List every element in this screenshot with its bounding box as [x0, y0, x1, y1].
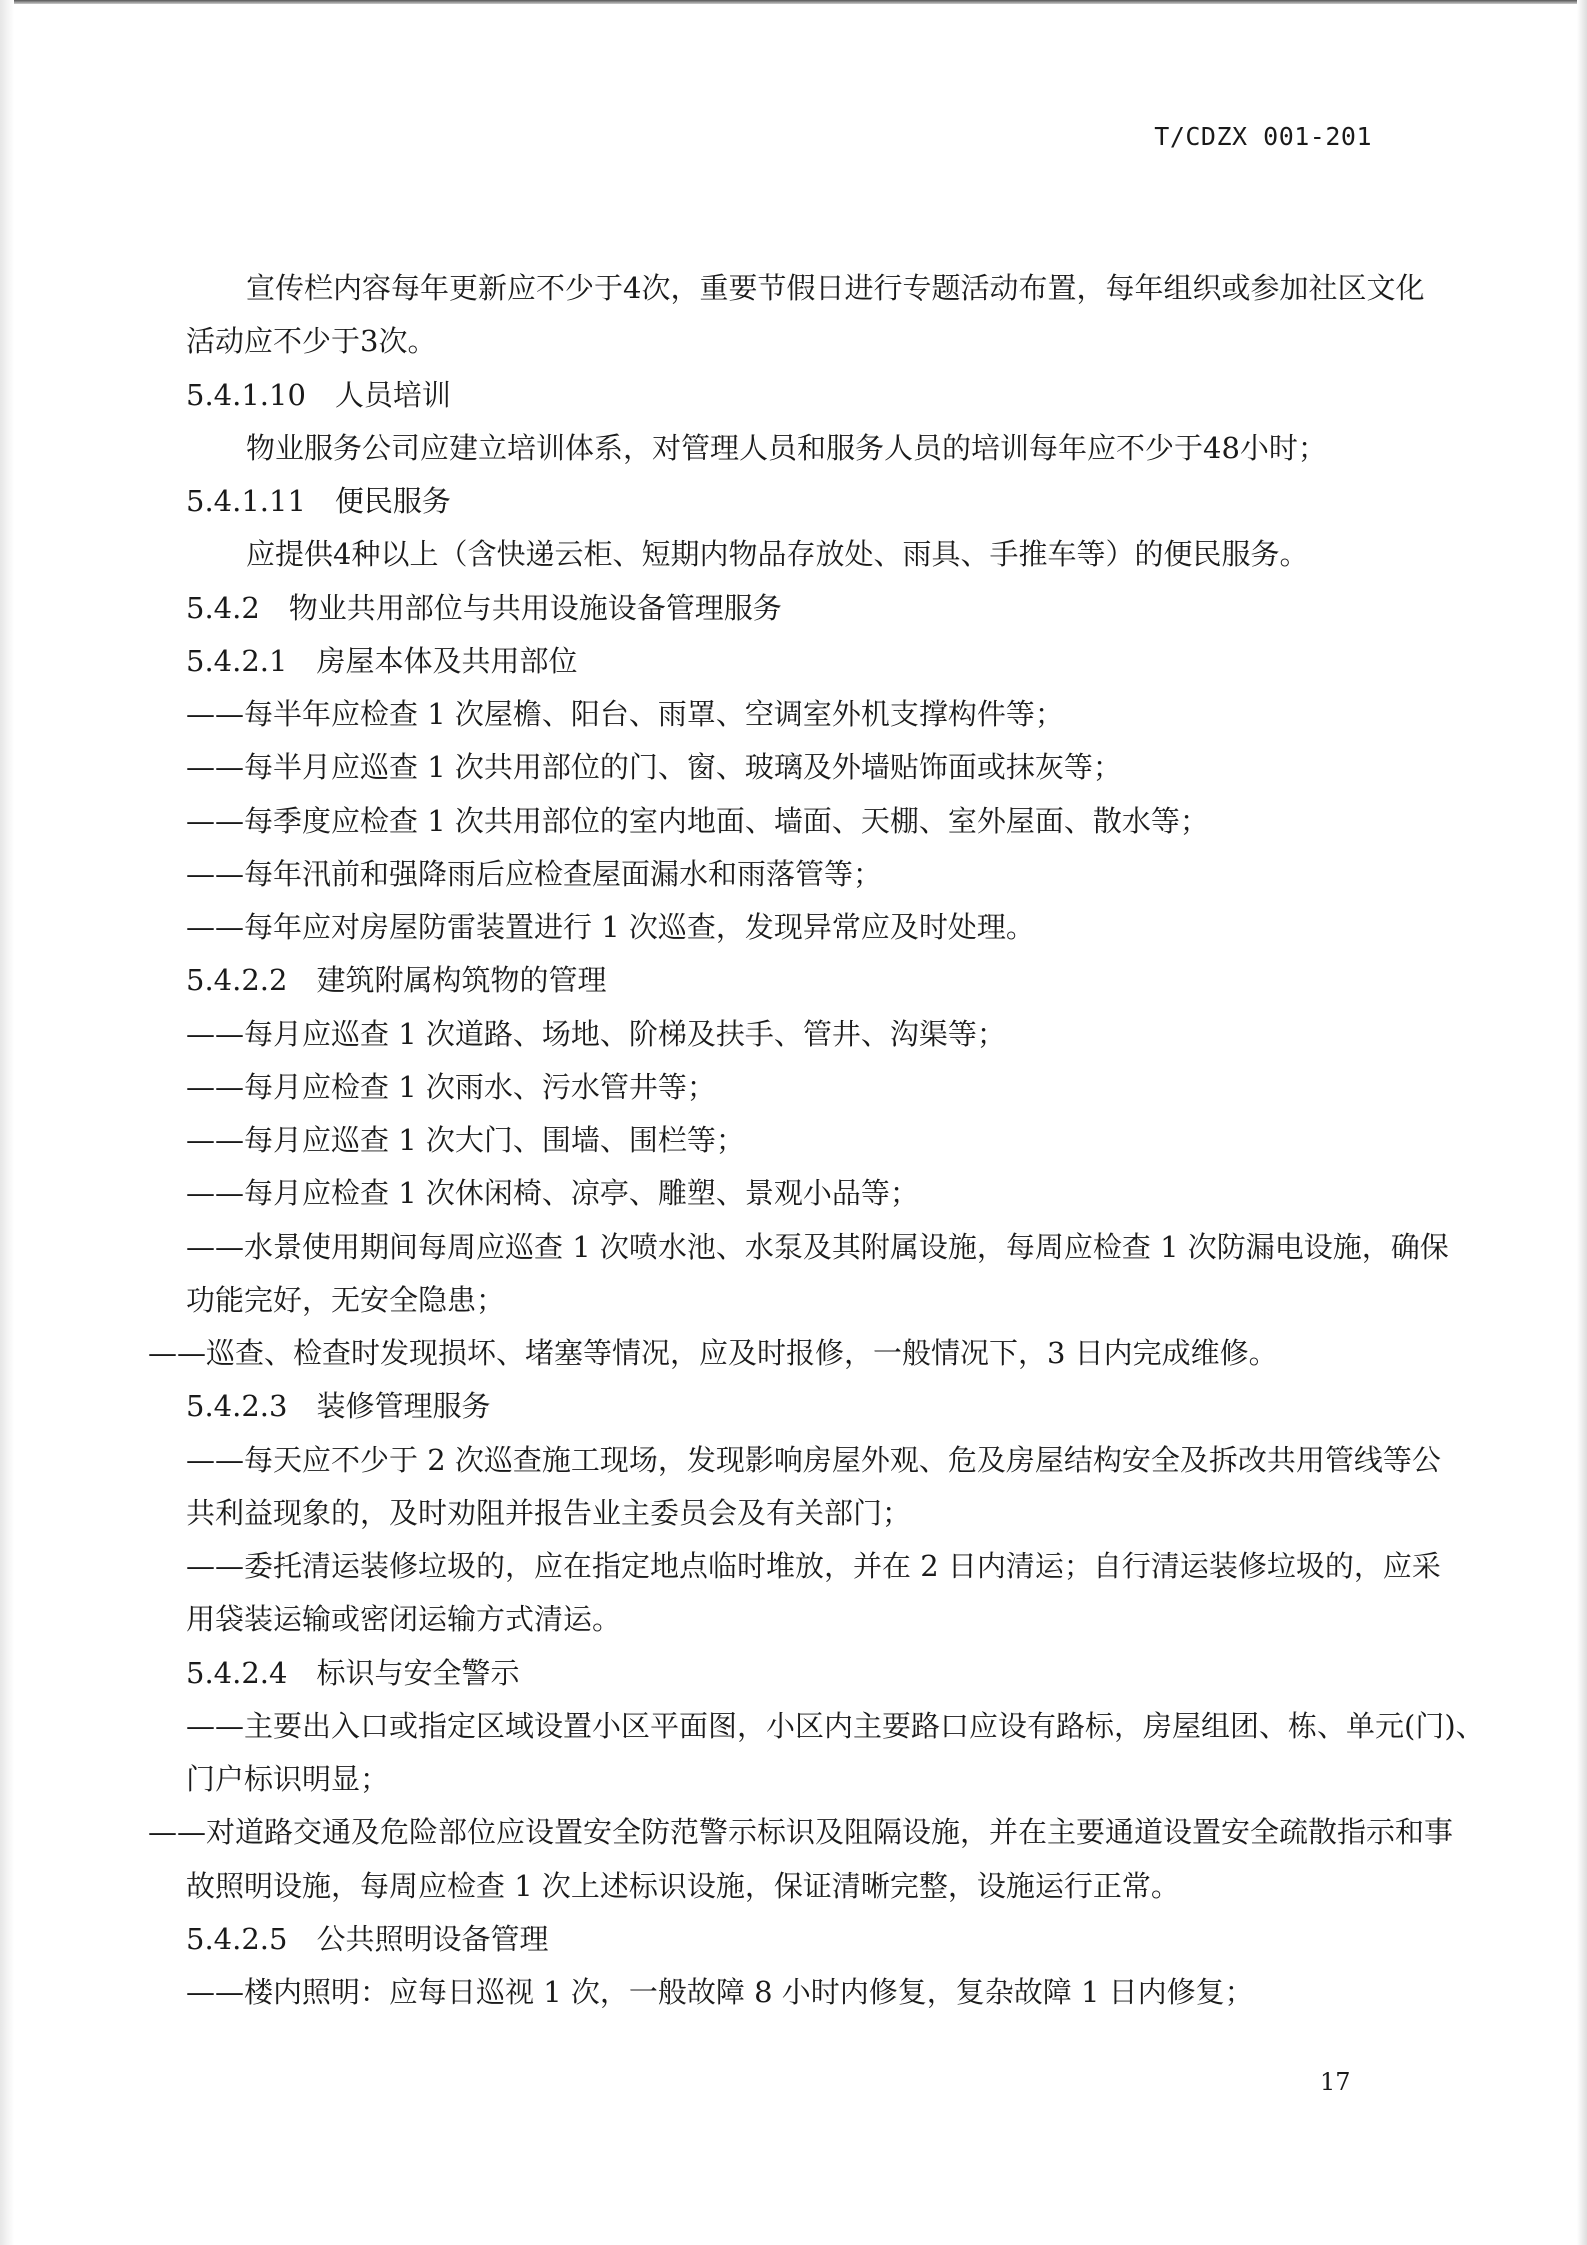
list-item: ——每年应对房屋防雷装置进行 1 次巡查，发现异常应及时处理。 — [186, 910, 1035, 944]
paragraph-line: 物业服务公司应建立培训体系，对管理人员和服务人员的培训每年应不少于48小时； — [246, 430, 1327, 465]
list-item-continuation: 门户标识明显； — [186, 1762, 390, 1796]
list-item-continuation: 共利益现象的，及时劝阻并报告业主委员会及有关部门； — [186, 1495, 912, 1530]
section-heading: 5.4.2.3 装修管理服务 — [186, 1389, 491, 1424]
standard-code-header: T/CDZX 001-201 — [1154, 122, 1372, 151]
paragraph-line: 应提供4种以上（含快递云柜、短期内物品存放处、雨具、手推车等）的便民服务。 — [246, 537, 1309, 572]
list-item-continuation: 用袋装运输或密闭运输方式清运。 — [186, 1602, 622, 1637]
list-item-continuation: 功能完好，无安全隐患； — [186, 1282, 506, 1317]
list-item: ——对道路交通及危险部位应设置安全防范警示标识及阻隔设施，并在主要通道设置安全疏散指示和事 — [148, 1815, 1454, 1850]
section-heading: 5.4.2 物业共用部位与共用设施设备管理服务 — [186, 590, 782, 625]
list-item: ——每半月应巡查 1 次共用部位的门、窗、玻璃及外墙贴饰面或抹灰等； — [186, 750, 1122, 785]
section-heading: 5.4.2.2 建筑附属构筑物的管理 — [186, 963, 607, 998]
list-item: ——水景使用期间每周应巡查 1 次喷水池、水泵及其附属设施，每周应检查 1 次防漏电设施，确保 — [186, 1229, 1449, 1264]
section-heading: 5.4.2.5 公共照明设备管理 — [186, 1921, 549, 1956]
list-item: ——巡查、检查时发现损坏、堵塞等情况，应及时报修，一般情况下，3 日内完成维修。 — [148, 1336, 1278, 1370]
list-item: ——每月应检查 1 次雨水、污水管井等； — [186, 1069, 716, 1104]
paragraph-line: 活动应不少于3次。 — [186, 324, 437, 359]
section-heading: 5.4.2.1 房屋本体及共用部位 — [186, 643, 578, 678]
list-item-continuation: 故照明设施，每周应检查 1 次上述标识设施，保证清晰完整，设施运行正常。 — [186, 1868, 1180, 1903]
page-number: 17 — [1320, 2068, 1351, 2096]
section-heading: 5.4.2.4 标识与安全警示 — [186, 1655, 520, 1690]
list-item: ——每月应检查 1 次休闲椅、凉亭、雕塑、景观小品等； — [186, 1176, 919, 1211]
section-heading: 5.4.1.11 便民服务 — [186, 484, 451, 518]
document-body — [0, 262, 1587, 2019]
scan-edge-top — [0, 0, 1587, 4]
list-item: ——每半年应检查 1 次屋檐、阳台、雨罩、空调室外机支撑构件等； — [186, 697, 1064, 731]
list-item: ——每月应巡查 1 次大门、围墙、围栏等； — [186, 1123, 745, 1157]
paragraph-line: 宣传栏内容每年更新应不少于4次，重要节假日进行专题活动布置，每年组织或参加社区文化 — [246, 271, 1425, 305]
list-item: ——主要出入口或指定区域设置小区平面图，小区内主要路口应设有路标，房屋组团、栋、单元(门)、 — [186, 1708, 1485, 1743]
list-item: ——楼内照明：应每日巡视 1 次，一般故障 8 小时内修复，复杂故障 1 日内修复； — [186, 1975, 1254, 2009]
list-item: ——每季度应检查 1 次共用部位的室内地面、墙面、天棚、室外屋面、散水等； — [186, 803, 1209, 838]
list-item: ——委托清运装修垃圾的，应在指定地点临时堆放，并在 2 日内清运；自行清运装修垃圾的，应采 — [186, 1549, 1441, 1583]
section-heading: 5.4.1.10 人员培训 — [186, 377, 451, 412]
list-item: ——每月应巡查 1 次道路、场地、阶梯及扶手、管井、沟渠等； — [186, 1016, 1006, 1051]
list-item: ——每天应不少于 2 次巡查施工现场，发现影响房屋外观、危及房屋结构安全及拆改共用管线等公 — [186, 1442, 1441, 1477]
list-item: ——每年汛前和强降雨后应检查屋面漏水和雨落管等； — [186, 856, 883, 891]
